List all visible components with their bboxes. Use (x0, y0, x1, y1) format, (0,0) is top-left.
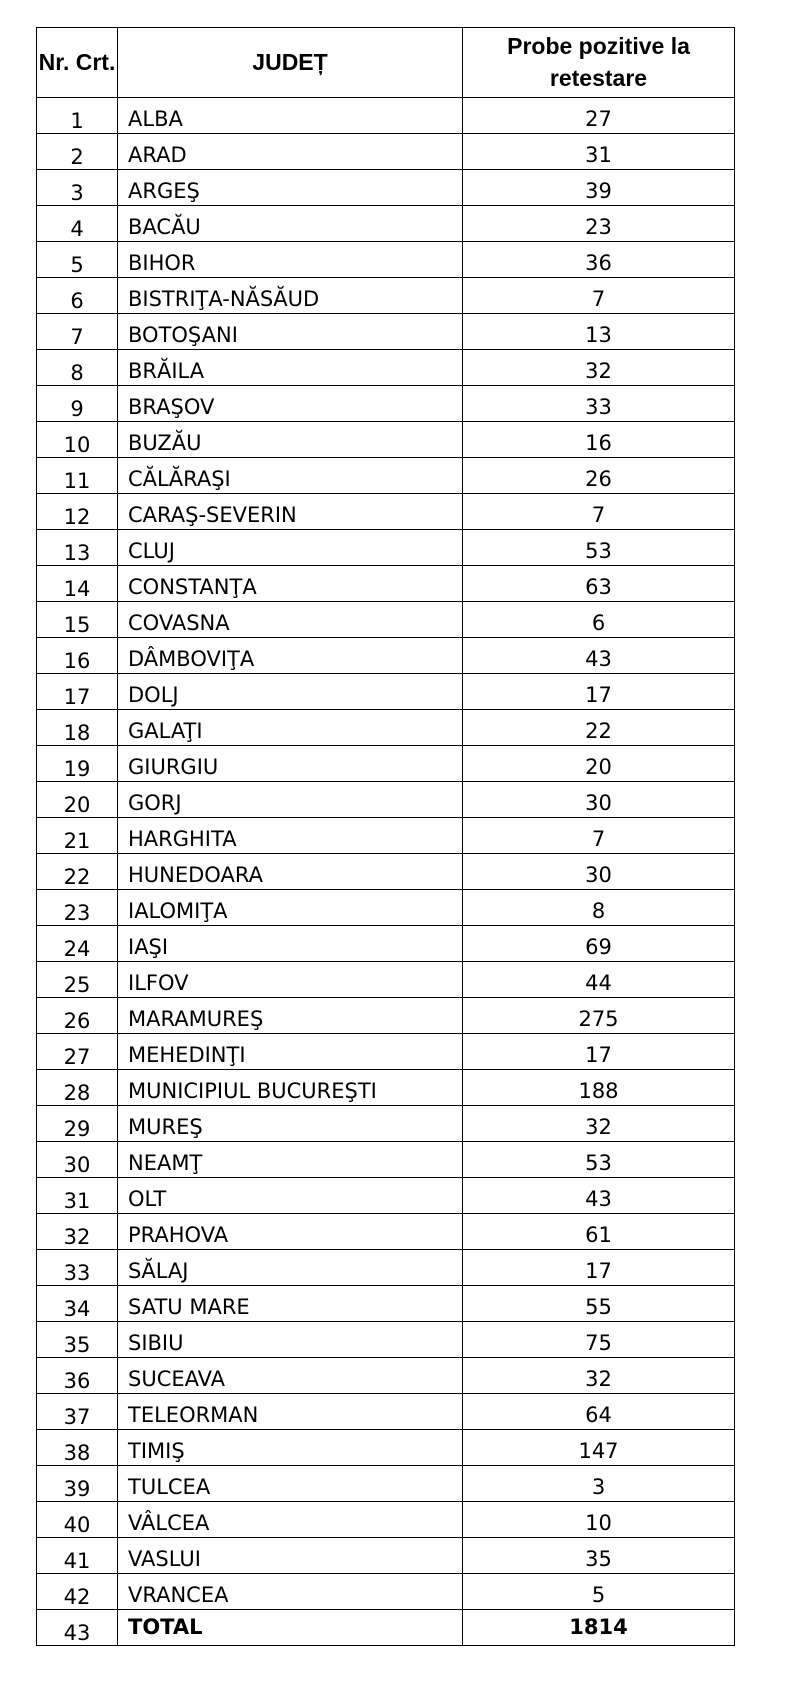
header-probe-pozitive: Probe pozitive la retestare (463, 28, 735, 98)
value-cell: 26 (463, 458, 735, 494)
value-cell: 63 (463, 566, 735, 602)
judet-cell: BRAŞOV (118, 386, 463, 422)
nr-cell: 42 (37, 1574, 118, 1610)
judet-cell: MEHEDINŢI (118, 1034, 463, 1070)
nr-cell: 31 (37, 1178, 118, 1214)
judet-cell: CLUJ (118, 530, 463, 566)
table-row (37, 674, 735, 710)
table-row (37, 890, 735, 926)
nr-cell: 29 (37, 1106, 118, 1142)
judet-cell: CARAŞ-SEVERIN (118, 494, 463, 530)
total-nr-cell: 43 (37, 1610, 118, 1646)
table-row (37, 710, 735, 746)
judet-cell: GALAŢI (118, 710, 463, 746)
judet-cell: NEAMŢ (118, 1142, 463, 1178)
value-cell: 20 (463, 746, 735, 782)
nr-cell: 32 (37, 1214, 118, 1250)
table-row (37, 746, 735, 782)
judet-cell: VÂLCEA (118, 1502, 463, 1538)
nr-cell: 37 (37, 1394, 118, 1430)
value-cell: 7 (463, 278, 735, 314)
value-cell: 39 (463, 170, 735, 206)
value-cell: 5 (463, 1574, 735, 1610)
table-row (37, 1358, 735, 1394)
judet-cell: BUZĂU (118, 422, 463, 458)
judet-cell: BISTRIŢA-NĂSĂUD (118, 278, 463, 314)
nr-cell: 16 (37, 638, 118, 674)
judet-cell: SUCEAVA (118, 1358, 463, 1394)
table-row (37, 1178, 735, 1214)
nr-cell: 6 (37, 278, 118, 314)
value-cell: 147 (463, 1430, 735, 1466)
judet-cell: TELEORMAN (118, 1394, 463, 1430)
table-row (37, 314, 735, 350)
table-row (37, 998, 735, 1034)
judet-cell: MUREŞ (118, 1106, 463, 1142)
judet-cell: DÂMBOVIŢA (118, 638, 463, 674)
value-cell: 16 (463, 422, 735, 458)
table-row (37, 1466, 735, 1502)
nr-cell: 39 (37, 1466, 118, 1502)
table-row (37, 1574, 735, 1610)
value-cell: 32 (463, 1106, 735, 1142)
table-row (37, 386, 735, 422)
nr-cell: 3 (37, 170, 118, 206)
table-row (37, 350, 735, 386)
value-cell: 43 (463, 1178, 735, 1214)
nr-cell: 13 (37, 530, 118, 566)
judet-cell: IAŞI (118, 926, 463, 962)
judet-cell: ALBA (118, 98, 463, 134)
table-row (37, 1394, 735, 1430)
value-cell: 64 (463, 1394, 735, 1430)
nr-cell: 19 (37, 746, 118, 782)
nr-cell: 36 (37, 1358, 118, 1394)
value-cell: 188 (463, 1070, 735, 1106)
table-row (37, 98, 735, 134)
judet-cell: BRĂILA (118, 350, 463, 386)
value-cell: 17 (463, 1034, 735, 1070)
judet-cell: MARAMUREŞ (118, 998, 463, 1034)
nr-cell: 41 (37, 1538, 118, 1574)
table-row (37, 458, 735, 494)
table-row (37, 602, 735, 638)
value-cell: 32 (463, 1358, 735, 1394)
table-row (37, 818, 735, 854)
judet-cell: ARAD (118, 134, 463, 170)
table-row (37, 1286, 735, 1322)
table-row (37, 242, 735, 278)
nr-cell: 5 (37, 242, 118, 278)
nr-cell: 26 (37, 998, 118, 1034)
table-header-row (37, 28, 735, 98)
judet-cell: SĂLAJ (118, 1250, 463, 1286)
table-row (37, 1034, 735, 1070)
value-cell: 61 (463, 1214, 735, 1250)
judet-cell: COVASNA (118, 602, 463, 638)
table-row (37, 566, 735, 602)
nr-cell: 4 (37, 206, 118, 242)
value-cell: 17 (463, 674, 735, 710)
value-cell: 31 (463, 134, 735, 170)
table-body (37, 98, 735, 1646)
total-value-cell: 1814 (463, 1610, 735, 1646)
nr-cell: 21 (37, 818, 118, 854)
results-table (36, 27, 735, 1646)
value-cell: 30 (463, 854, 735, 890)
nr-cell: 14 (37, 566, 118, 602)
judet-cell: PRAHOVA (118, 1214, 463, 1250)
judet-cell: ILFOV (118, 962, 463, 998)
table-row (37, 1430, 735, 1466)
judet-cell: VASLUI (118, 1538, 463, 1574)
judet-cell: DOLJ (118, 674, 463, 710)
table-row (37, 1142, 735, 1178)
judet-cell: SATU MARE (118, 1286, 463, 1322)
table-row (37, 530, 735, 566)
value-cell: 53 (463, 1142, 735, 1178)
nr-cell: 34 (37, 1286, 118, 1322)
value-cell: 8 (463, 890, 735, 926)
judet-cell: OLT (118, 1178, 463, 1214)
value-cell: 43 (463, 638, 735, 674)
judet-cell: GORJ (118, 782, 463, 818)
nr-cell: 23 (37, 890, 118, 926)
judet-cell: GIURGIU (118, 746, 463, 782)
value-cell: 27 (463, 98, 735, 134)
nr-cell: 20 (37, 782, 118, 818)
nr-cell: 18 (37, 710, 118, 746)
value-cell: 32 (463, 350, 735, 386)
judet-cell: HUNEDOARA (118, 854, 463, 890)
nr-cell: 8 (37, 350, 118, 386)
nr-cell: 33 (37, 1250, 118, 1286)
judet-cell: VRANCEA (118, 1574, 463, 1610)
value-cell: 7 (463, 818, 735, 854)
table-row (37, 170, 735, 206)
value-cell: 33 (463, 386, 735, 422)
table-row (37, 638, 735, 674)
judet-cell: SIBIU (118, 1322, 463, 1358)
table-row (37, 134, 735, 170)
nr-cell: 2 (37, 134, 118, 170)
table-row (37, 854, 735, 890)
value-cell: 10 (463, 1502, 735, 1538)
table-row (37, 782, 735, 818)
judet-cell: HARGHITA (118, 818, 463, 854)
nr-cell: 15 (37, 602, 118, 638)
header-judet: JUDEȚ (118, 28, 463, 98)
table-row (37, 494, 735, 530)
table-row (37, 1250, 735, 1286)
judet-cell: IALOMIŢA (118, 890, 463, 926)
nr-cell: 27 (37, 1034, 118, 1070)
table-row (37, 422, 735, 458)
nr-cell: 9 (37, 386, 118, 422)
nr-cell: 7 (37, 314, 118, 350)
total-row (37, 1610, 735, 1646)
value-cell: 13 (463, 314, 735, 350)
value-cell: 36 (463, 242, 735, 278)
nr-cell: 28 (37, 1070, 118, 1106)
value-cell: 23 (463, 206, 735, 242)
value-cell: 55 (463, 1286, 735, 1322)
value-cell: 35 (463, 1538, 735, 1574)
table-row (37, 206, 735, 242)
table-row (37, 1214, 735, 1250)
table-row (37, 1070, 735, 1106)
judet-cell: TULCEA (118, 1466, 463, 1502)
judet-cell: BIHOR (118, 242, 463, 278)
table-row (37, 1106, 735, 1142)
nr-cell: 40 (37, 1502, 118, 1538)
value-cell: 53 (463, 530, 735, 566)
value-cell: 7 (463, 494, 735, 530)
value-cell: 69 (463, 926, 735, 962)
nr-cell: 38 (37, 1430, 118, 1466)
value-cell: 6 (463, 602, 735, 638)
value-cell: 275 (463, 998, 735, 1034)
nr-cell: 10 (37, 422, 118, 458)
value-cell: 17 (463, 1250, 735, 1286)
value-cell: 75 (463, 1322, 735, 1358)
nr-cell: 1 (37, 98, 118, 134)
nr-cell: 11 (37, 458, 118, 494)
nr-cell: 12 (37, 494, 118, 530)
nr-cell: 35 (37, 1322, 118, 1358)
table-row (37, 1538, 735, 1574)
judet-cell: CĂLĂRAŞI (118, 458, 463, 494)
judet-cell: MUNICIPIUL BUCUREŞTI (118, 1070, 463, 1106)
judet-cell: BOTOŞANI (118, 314, 463, 350)
nr-cell: 24 (37, 926, 118, 962)
judet-cell: BACĂU (118, 206, 463, 242)
table-row (37, 926, 735, 962)
value-cell: 44 (463, 962, 735, 998)
value-cell: 30 (463, 782, 735, 818)
table-row (37, 962, 735, 998)
table-row (37, 1502, 735, 1538)
value-cell: 22 (463, 710, 735, 746)
value-cell: 3 (463, 1466, 735, 1502)
judet-cell: TIMIŞ (118, 1430, 463, 1466)
header-nr-crt: Nr. Crt. (37, 28, 118, 98)
judet-cell: ARGEŞ (118, 170, 463, 206)
nr-cell: 30 (37, 1142, 118, 1178)
table-row (37, 1322, 735, 1358)
nr-cell: 22 (37, 854, 118, 890)
nr-cell: 25 (37, 962, 118, 998)
judet-cell: CONSTANŢA (118, 566, 463, 602)
table-row (37, 278, 735, 314)
total-label-cell: TOTAL (118, 1610, 463, 1646)
nr-cell: 17 (37, 674, 118, 710)
